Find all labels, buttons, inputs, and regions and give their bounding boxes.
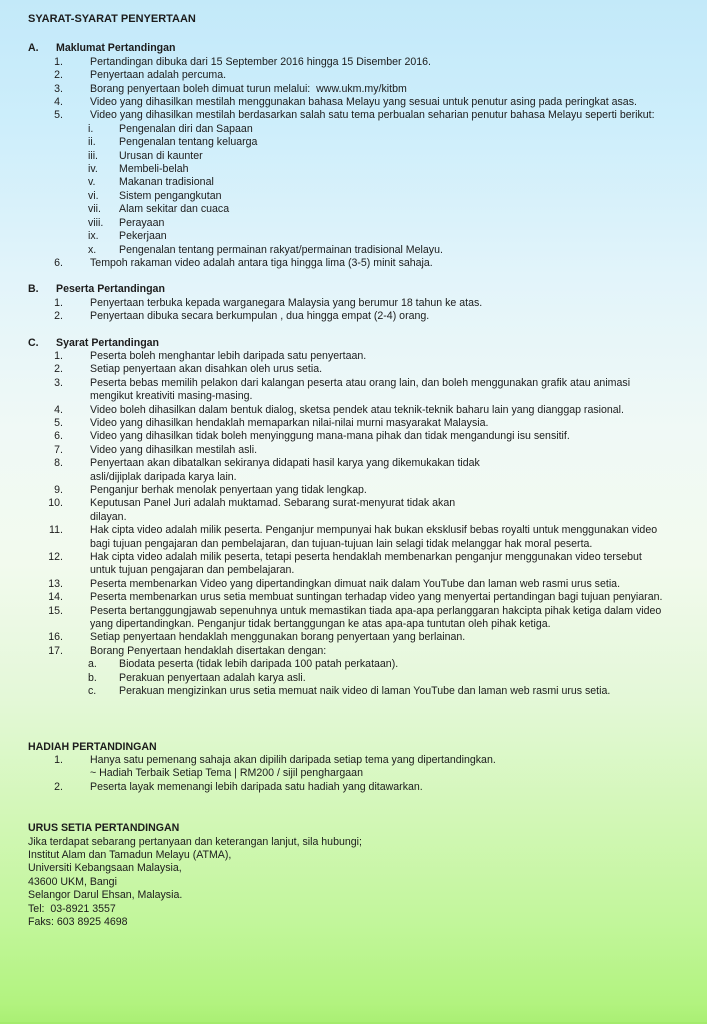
item-number: 14. <box>48 591 63 604</box>
text-content: Makanan tradisional <box>119 176 214 189</box>
item-number-column <box>28 69 90 82</box>
text-content: dilayan. <box>90 510 127 523</box>
list-item <box>28 605 707 632</box>
section-c <box>28 337 707 699</box>
text-content: Hak cipta video adalah milik peserta. Penganjur mempunyai hak bukan eksklusif bebas royalti untuk menggunakan video <box>90 524 658 537</box>
item-number: 12. <box>48 551 63 564</box>
sub-item-number: a. <box>88 658 97 671</box>
list-item <box>28 56 707 69</box>
item-number: 6. <box>54 430 63 443</box>
item-text <box>90 363 707 376</box>
item-text-line <box>90 551 707 564</box>
item-number: 4. <box>54 403 63 416</box>
text-content: Perayaan <box>119 216 165 229</box>
list-item <box>28 310 707 323</box>
sub-list-item <box>88 672 707 685</box>
item-text <box>90 430 707 443</box>
list-item <box>28 297 707 310</box>
item-text <box>90 605 707 632</box>
text-content: Pengenalan diri dan Sapaan <box>119 122 253 135</box>
text-content: Peserta bertanggungjawab sepenuhnya untuk memastikan tiada apa-apa perlanggaran hakcipta pihak ketiga dalam video <box>90 604 662 617</box>
text-content: Video boleh dihasilkan dalam bentuk dialog, sketsa pendek atau teknik-teknik baharu lain yang dianggap rasional. <box>90 403 624 416</box>
text-content: Perakuan penyertaan adalah karya asli. <box>119 671 306 684</box>
item-text <box>119 150 707 163</box>
sub-list-item <box>88 203 707 216</box>
item-text <box>90 444 707 457</box>
item-number-column <box>28 578 90 591</box>
list-item <box>28 430 707 443</box>
prize-section <box>28 741 707 795</box>
item-text-line <box>90 645 707 658</box>
sub-item-number: vi. <box>88 189 99 202</box>
item-number: 11. <box>49 524 63 537</box>
section-a <box>28 42 707 270</box>
sub-list-item <box>88 163 707 176</box>
item-text <box>90 56 707 69</box>
text-content: Peserta layak memenangi lebih daripada satu hadiah yang ditawarkan. <box>90 780 423 793</box>
item-number: 7. <box>54 443 63 456</box>
item-number-column <box>28 377 90 404</box>
item-number: 2. <box>54 69 63 82</box>
item-text-line <box>90 618 707 631</box>
item-number: 2. <box>54 363 63 376</box>
sub-item-number: ix. <box>88 230 99 243</box>
item-text <box>90 83 707 96</box>
item-text <box>90 524 707 551</box>
item-text-line <box>90 297 707 310</box>
item-number-column <box>28 631 90 644</box>
item-text-line <box>90 257 707 270</box>
list-item <box>28 754 707 781</box>
item-text <box>119 244 707 257</box>
text-content: Biodata peserta (tidak lebih daripada 100 patah perkataan). <box>119 658 399 671</box>
list-item <box>28 69 707 82</box>
list-item <box>28 417 707 430</box>
secretariat-section <box>28 822 707 929</box>
item-number-column <box>28 350 90 363</box>
item-text-line <box>90 430 707 443</box>
item-text <box>90 377 707 404</box>
item-text <box>90 591 707 604</box>
text-content: Video yang dihasilkan hendaklah memaparkan nilai-nilai murni masyarakat Malaysia. <box>90 416 489 429</box>
section-letter: C. <box>28 336 39 349</box>
text-content: mengikut kreativiti masing-masing. <box>90 390 253 403</box>
text-content: Pertandingan dibuka dari 15 September 2016 hingga 15 Disember 2016. <box>90 55 432 68</box>
item-text-line <box>90 377 707 390</box>
item-text <box>119 163 707 176</box>
item-text-line <box>90 591 707 604</box>
sub-item-text-line <box>119 176 707 189</box>
section-heading <box>28 337 707 350</box>
text-content: Pekerjaan <box>119 230 167 243</box>
list-item <box>28 524 707 551</box>
item-text <box>119 230 707 243</box>
item-number-column <box>28 56 90 69</box>
item-text-line <box>90 83 707 96</box>
terms-sections <box>28 42 707 698</box>
item-text-line <box>90 754 707 767</box>
text-content: Hanya satu pemenang sahaja akan dipilih daripada setiap tema yang dipertandingkan. <box>90 753 496 766</box>
item-text <box>90 417 707 430</box>
list-item <box>28 578 707 591</box>
item-text <box>90 96 707 109</box>
item-number-column <box>28 754 90 781</box>
text-content: Peserta membenarkan urus setia membuat suntingan terhadap video yang menyertai pertandingan bagi tujuan penyiaran. <box>90 591 663 604</box>
sub-item-number: x. <box>88 243 97 256</box>
text-content: Hak cipta video adalah milik peserta, tetapi peserta hendaklah membenarkan penganjur menggunakan video tersebut <box>90 551 642 564</box>
item-number-column <box>28 310 90 323</box>
sub-item-text-line <box>119 123 707 136</box>
item-number-column <box>28 484 90 497</box>
item-number: 1. <box>54 55 63 68</box>
text-content: Video yang dihasilkan mestilah asli. <box>90 443 258 456</box>
item-number: 8. <box>54 457 63 470</box>
item-number: 1. <box>54 349 63 362</box>
item-text-line <box>90 444 707 457</box>
text-content: Video yang dihasilkan tidak boleh menyinggung mana-mana pihak dan tidak mengandungi isu sensitif. <box>90 430 570 443</box>
text-content: Keputusan Panel Juri adalah muktamad. Sebarang surat-menyurat tidak akan <box>90 497 456 510</box>
item-number: 15. <box>48 604 63 617</box>
text-content: untuk tujuan pengajaran dan pembelajaran. <box>90 564 295 577</box>
state-line: Selangor Darul Ehsan, Malaysia. <box>28 889 183 902</box>
sub-list-item <box>88 136 707 149</box>
section-letter: A. <box>28 42 39 55</box>
item-number-column <box>28 444 90 457</box>
list-item <box>28 457 707 484</box>
secretariat-contact-block <box>28 836 707 930</box>
item-number-column <box>28 109 90 122</box>
sub-list-item <box>88 217 707 230</box>
sub-list-item <box>88 244 707 257</box>
sub-item-text-line <box>119 163 707 176</box>
item-text <box>90 404 707 417</box>
text-content: Membeli-belah <box>119 163 189 176</box>
text-content: bagi tujuan pengajaran dan pembelajaran, dan tujuan-tujuan lain selagi tidak melanggar hak moral peserta. <box>90 537 593 550</box>
section-title: Syarat Pertandingan <box>56 336 160 349</box>
item-number: 2. <box>54 780 63 793</box>
sub-item-number: ii. <box>88 136 96 149</box>
phone-line: Tel: 03-8921 3557 <box>28 902 116 915</box>
item-text-line <box>90 471 707 484</box>
item-text-line <box>90 457 707 470</box>
item-text <box>90 645 707 658</box>
item-text-line <box>90 605 707 618</box>
section-b <box>28 283 707 323</box>
sub-list-item <box>88 190 707 203</box>
item-text <box>119 217 707 230</box>
sub-list-item <box>88 123 707 136</box>
list-item <box>28 444 707 457</box>
item-number: 10. <box>48 497 63 510</box>
item-number-column <box>28 96 90 109</box>
postcode-line: 43600 UKM, Bangi <box>28 875 117 888</box>
item-number-column <box>28 417 90 430</box>
item-text-line <box>90 781 707 794</box>
download-url: www.ukm.my/kitbm <box>316 82 407 95</box>
item-number-column <box>28 363 90 376</box>
item-number-column <box>28 551 90 578</box>
item-text <box>90 310 707 323</box>
text-content: Penganjur berhak menolak penyertaan yang tidak lengkap. <box>90 484 367 496</box>
item-number-column <box>28 404 90 417</box>
item-text <box>90 297 707 310</box>
item-number: 5. <box>54 109 63 122</box>
item-text <box>119 685 707 698</box>
sub-item-text-line <box>119 658 707 671</box>
item-text-line <box>90 511 707 524</box>
text-content: Pengenalan tentang keluarga <box>119 136 258 149</box>
item-number: 2. <box>54 310 63 323</box>
list-item <box>28 781 707 794</box>
text-content: Setiap penyertaan akan disahkan oleh urus setia. <box>90 363 323 376</box>
text-content: Borang Penyertaan hendaklah disertakan dengan: <box>90 644 327 657</box>
item-text <box>119 672 707 685</box>
item-text <box>90 781 707 794</box>
item-text <box>119 123 707 136</box>
text-content: ~ Hadiah Terbaik Setiap Tema | RM200 / sijil penghargaan <box>90 767 363 780</box>
item-text <box>90 257 707 270</box>
item-number-column <box>28 430 90 443</box>
item-text-line <box>90 767 707 780</box>
sub-item-number: iii. <box>88 149 99 162</box>
list-item <box>28 497 707 524</box>
item-number: 4. <box>54 96 63 109</box>
sub-item-text-line <box>119 672 707 685</box>
item-text <box>119 203 707 216</box>
institute-name: Institut Alam dan Tamadun Melayu (ATMA), <box>28 848 232 861</box>
list-item <box>28 551 707 578</box>
item-number-column <box>28 457 90 484</box>
item-number: 9. <box>54 484 63 496</box>
item-text <box>119 136 707 149</box>
item-text-line <box>90 631 707 644</box>
prize-section-title: HADIAH PERTANDINGAN <box>28 740 157 753</box>
item-text-line <box>90 363 707 376</box>
item-number-column <box>28 297 90 310</box>
item-text-line <box>90 417 707 430</box>
text-content: Penyertaan terbuka kepada warganegara Malaysia yang berumur 18 tahun ke atas. <box>90 296 483 309</box>
sub-item-number: c. <box>88 685 97 698</box>
item-number: 3. <box>54 376 63 389</box>
list-item <box>28 109 707 122</box>
sub-item-number: vii. <box>88 203 101 216</box>
fax-line: Faks: 603 8925 4698 <box>28 915 128 928</box>
item-number: 16. <box>48 631 63 644</box>
text-content: Pengenalan tentang permainan rakyat/permainan tradisional Melayu. <box>119 243 443 256</box>
list-item <box>28 363 707 376</box>
item-text-line <box>90 390 707 403</box>
item-text-line <box>90 497 707 510</box>
text-content: asli/dijiplak daripada karya lain. <box>90 470 237 483</box>
list-item <box>28 350 707 363</box>
item-text <box>90 350 707 363</box>
sub-item-text-line <box>119 136 707 149</box>
item-number: 1. <box>54 296 63 309</box>
item-text <box>90 457 707 484</box>
text-content: Video yang dihasilkan mestilah menggunakan bahasa Melayu yang sesuai untuk penutur asing pada peringkat asas. <box>90 96 637 109</box>
sub-item-text-line <box>119 685 707 698</box>
item-text-line <box>90 96 707 109</box>
item-text-line <box>90 109 707 122</box>
item-text <box>90 69 707 82</box>
sub-item-number: i. <box>88 122 94 135</box>
text-content: Perakuan mengizinkan urus setia memuat naik video di laman YouTube dan laman web rasmi urus setia. <box>119 685 611 698</box>
item-number-column <box>28 83 90 96</box>
item-number-column <box>28 591 90 604</box>
sub-list-item <box>88 230 707 243</box>
item-text <box>90 109 707 122</box>
sub-item-text-line <box>119 244 707 257</box>
item-text <box>119 176 707 189</box>
text-content: Peserta bebas memilih pelakon dari kalangan peserta atau orang lain, dan boleh menggunakan grafik atau animasi <box>90 376 631 389</box>
text-content: Peserta boleh menghantar lebih daripada satu penyertaan. <box>90 349 367 362</box>
item-text <box>90 484 707 497</box>
sub-item-number: iv. <box>88 163 98 176</box>
item-text-line <box>90 404 707 417</box>
section-letter: B. <box>28 283 39 296</box>
item-text <box>90 754 707 781</box>
contact-intro: Jika terdapat sebarang pertanyaan dan keterangan lanjut, sila hubungi; <box>28 835 362 848</box>
sub-list-item <box>88 658 707 671</box>
item-number-column <box>28 257 90 270</box>
sub-item-number: viii. <box>88 216 104 229</box>
text-content: Tempoh rakaman video adalah antara tiga hingga lima (3-5) minit sahaja. <box>90 256 433 269</box>
sub-item-text-line <box>119 230 707 243</box>
item-text-line <box>90 578 707 591</box>
list-item <box>28 484 707 497</box>
sub-item-text-line <box>119 150 707 163</box>
item-text-line <box>90 310 707 323</box>
list-item <box>28 631 707 644</box>
sub-list-item <box>88 685 707 698</box>
text-content: Borang penyertaan boleh dimuat turun melalui: <box>90 82 317 95</box>
item-number-column <box>28 605 90 632</box>
list-item <box>28 404 707 417</box>
item-number: 17. <box>48 644 63 657</box>
item-number: 6. <box>54 256 63 269</box>
sub-item-text-line <box>119 217 707 230</box>
text-content: Penyertaan adalah percuma. <box>90 69 227 82</box>
sub-item-number: v. <box>88 176 96 189</box>
item-text <box>119 190 707 203</box>
section-heading <box>28 283 707 296</box>
item-text-line <box>90 56 707 69</box>
item-text <box>90 551 707 578</box>
item-text-line <box>90 350 707 363</box>
list-item <box>28 591 707 604</box>
sub-item-text-line <box>119 190 707 203</box>
text-content: Sistem pengangkutan <box>119 189 222 202</box>
secretariat-title: URUS SETIA PERTANDINGAN <box>28 822 180 835</box>
text-content: Peserta membenarkan Video yang dipertandingkan dimuat naik dalam YouTube dan laman web rasmi urus setia. <box>90 577 621 590</box>
list-item <box>28 645 707 658</box>
list-item <box>28 257 707 270</box>
text-content: Penyertaan dibuka secara berkumpulan , dua hingga empat (2-4) orang. <box>90 310 430 323</box>
item-number-column <box>28 497 90 524</box>
text-content: yang dipertandingkan. Penganjur tidak bertanggungan ke atas apa-apa tuntutan oleh pihak ketiga. <box>90 618 551 631</box>
item-text-line <box>90 564 707 577</box>
item-text-line <box>90 69 707 82</box>
text-content: Urusan di kaunter <box>119 149 203 162</box>
item-text-line <box>90 524 707 537</box>
item-text <box>119 658 707 671</box>
section-title: Maklumat Pertandingan <box>56 42 176 55</box>
university-name: Universiti Kebangsaan Malaysia, <box>28 862 182 875</box>
text-content: Setiap penyertaan hendaklah menggunakan borang penyertaan yang berlainan. <box>90 631 466 644</box>
text-content: Video yang dihasilkan mestilah berdasarkan salah satu tema perbualan seharian penutur bahasa Melayu seperti berikut: <box>90 109 655 122</box>
item-number-column <box>28 645 90 658</box>
item-text <box>90 578 707 591</box>
item-number: 13. <box>48 577 63 590</box>
sub-item-text-line <box>119 203 707 216</box>
section-title: Peserta Pertandingan <box>56 283 165 296</box>
item-text <box>90 631 707 644</box>
page-title: SYARAT-SYARAT PENYERTAAN <box>28 13 196 25</box>
item-text-line <box>90 484 707 497</box>
item-number: 5. <box>54 416 63 429</box>
list-item <box>28 83 707 96</box>
sub-item-number: b. <box>88 671 97 684</box>
item-text-line <box>90 538 707 551</box>
section-heading <box>28 42 707 55</box>
text-content: Penyertaan akan dibatalkan sekiranya didapati hasil karya yang dikemukakan tidak <box>90 457 480 470</box>
item-text <box>90 497 707 524</box>
item-number: 1. <box>54 753 63 766</box>
text-content: Alam sekitar dan cuaca <box>119 203 230 216</box>
item-number-column <box>28 781 90 794</box>
item-number-column <box>28 524 90 551</box>
sub-list-item <box>88 150 707 163</box>
prize-items <box>28 754 707 794</box>
list-item <box>28 377 707 404</box>
item-number: 3. <box>54 82 63 95</box>
list-item <box>28 96 707 109</box>
sub-list-item <box>88 176 707 189</box>
